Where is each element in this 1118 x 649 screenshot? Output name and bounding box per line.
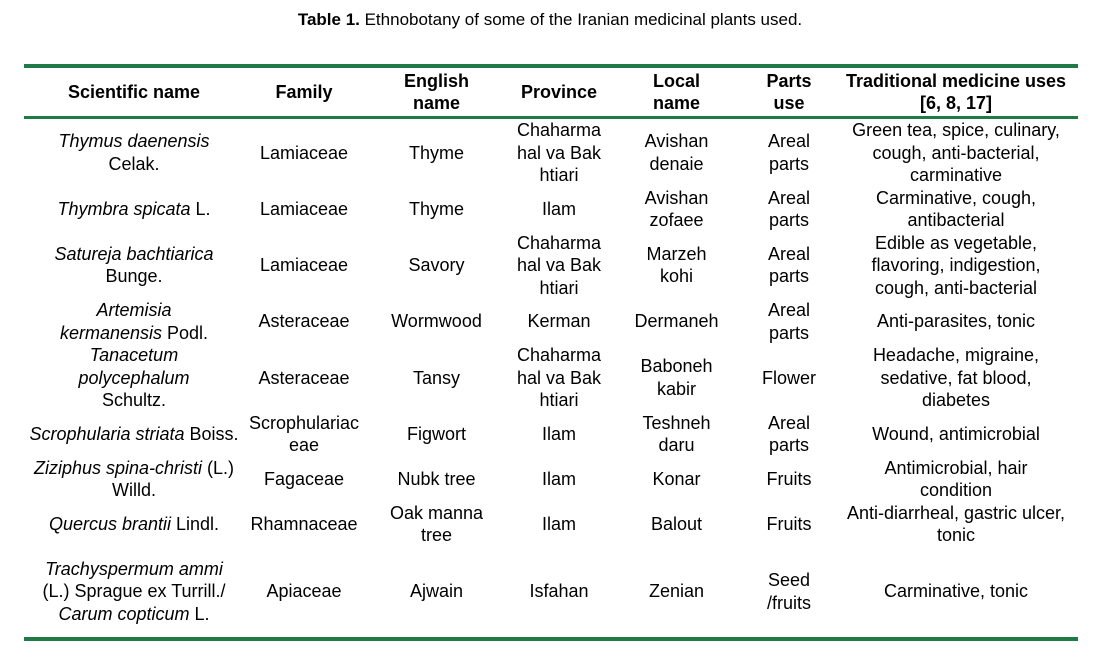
cell-parts-use: Seed /fruits	[766, 570, 811, 613]
cell-english-name: Thyme	[408, 198, 464, 219]
table-row	[24, 118, 1078, 187]
cell-province: Ilam	[541, 423, 576, 444]
cell-traditional-uses: Headache, migraine, sedative, fat blood, diabetes	[872, 345, 1040, 410]
cell-parts-use: Areal parts	[767, 243, 811, 287]
table-row	[24, 232, 1078, 300]
cell-english-name: Oak manna tree	[389, 502, 484, 545]
cell-province: Kerman	[527, 311, 591, 332]
table-row	[24, 187, 1078, 232]
cell-province: Chaharmahal va Bakhtiari	[516, 120, 602, 185]
table-row	[24, 457, 1078, 502]
cell-scientific-name: Trachyspermum ammi (L.) Sprague ex Turrill./ Carum copticum L.	[42, 558, 226, 624]
col-header-english-name: English name	[403, 71, 469, 113]
cell-local-name: Zenian	[648, 581, 705, 602]
cell-scientific-name: Thymus daenensis Celak.	[58, 131, 210, 174]
cell-local-name: Teshneh daru	[642, 412, 711, 455]
cell-parts-use: Areal parts	[767, 412, 811, 455]
cell-parts-use: Areal parts	[767, 187, 811, 230]
cell-traditional-uses: Edible as vegetable, flavoring, indigestion, cough, anti-bacterial	[871, 232, 1041, 298]
caption-text: Ethnobotany of some of the Iranian medicinal plants used.	[359, 10, 803, 29]
cell-family: Fagaceae	[263, 468, 345, 489]
col-header-province: Province	[520, 82, 598, 102]
cell-traditional-uses: Green tea, spice, culinary, cough, anti-bacterial, carminative	[852, 120, 1060, 185]
cell-province: Ilam	[541, 198, 576, 219]
table-row	[24, 502, 1078, 547]
cell-scientific-name: Quercus brantii Lindl.	[48, 513, 220, 534]
cell-province: Chaharmahal va Bakhtiari	[516, 232, 602, 298]
table-row	[24, 412, 1078, 457]
cell-english-name: Tansy	[412, 367, 461, 388]
caption-label: Table 1.	[297, 10, 360, 29]
cell-family: Lamiaceae	[259, 198, 349, 219]
cell-local-name: Konar	[652, 468, 701, 489]
col-header-scientific-name: Scientific name	[67, 82, 201, 102]
cell-traditional-uses: Carminative, cough, antibacterial	[875, 187, 1037, 230]
cell-traditional-uses: Carminative, tonic	[883, 581, 1029, 602]
cell-family: Lamiaceae	[259, 142, 349, 163]
col-header-parts-use: Parts use	[766, 71, 812, 113]
table-row	[24, 547, 1078, 639]
col-header-local-name: Local name	[652, 71, 701, 113]
cell-english-name: Figwort	[406, 423, 466, 444]
table-row	[24, 344, 1078, 412]
cell-family: Apiaceae	[266, 581, 342, 602]
col-header-family: Family	[275, 82, 333, 102]
cell-family: Scrophulariaceae	[248, 412, 360, 455]
cell-scientific-name: Tanacetum polycephalum Schultz.	[78, 345, 190, 410]
cell-scientific-name: Ziziphus spina-christi (L.) Willd.	[33, 457, 235, 500]
cell-local-name: Avishan denaie	[644, 131, 709, 174]
cell-parts-use: Areal parts	[767, 300, 811, 343]
cell-local-name: Baboneh kabir	[640, 356, 713, 399]
ethnobotany-table	[24, 64, 1078, 641]
cell-scientific-name: Thymbra spicata L.	[57, 198, 211, 219]
cell-traditional-uses: Antimicrobial, hair condition	[884, 457, 1028, 500]
cell-family: Rhamnaceae	[250, 513, 358, 534]
cell-local-name: Balout	[650, 513, 703, 534]
cell-scientific-name: Artemisia kermanensis Podl.	[59, 300, 209, 343]
cell-local-name: Avishan zofaee	[644, 187, 709, 230]
cell-province: Ilam	[541, 468, 576, 489]
cell-family: Asteraceae	[258, 367, 350, 388]
cell-province: Isfahan	[529, 581, 589, 602]
cell-scientific-name: Satureja bachtiarica Bunge.	[54, 243, 214, 287]
cell-parts-use: Flower	[761, 367, 816, 388]
cell-province: Ilam	[541, 513, 576, 534]
cell-family: Asteraceae	[258, 311, 350, 332]
cell-traditional-uses: Anti-diarrheal, gastric ulcer, tonic	[846, 502, 1066, 545]
table-row	[24, 299, 1078, 344]
cell-english-name: Wormwood	[391, 311, 482, 332]
cell-local-name: Marzeh kohi	[646, 243, 707, 287]
cell-english-name: Ajwain	[409, 581, 464, 602]
table-caption	[0, 10, 1100, 30]
cell-parts-use: Areal parts	[767, 131, 811, 174]
cell-english-name: Thyme	[408, 142, 464, 163]
cell-english-name: Nubk tree	[397, 468, 476, 489]
cell-parts-use: Fruits	[766, 513, 812, 534]
col-header-traditional-uses: Traditional medicine uses [6, 8, 17]	[845, 71, 1067, 113]
cell-province: Chaharmahal va Bakhtiari	[516, 345, 602, 410]
cell-parts-use: Fruits	[766, 468, 812, 489]
cell-scientific-name: Scrophularia striata Boiss.	[29, 423, 239, 444]
cell-local-name: Dermaneh	[634, 311, 719, 332]
cell-family: Lamiaceae	[259, 255, 349, 275]
cell-traditional-uses: Wound, antimicrobial	[872, 423, 1040, 444]
cell-english-name: Savory	[408, 255, 465, 275]
header-row	[24, 66, 1078, 118]
cell-traditional-uses: Anti-parasites, tonic	[876, 311, 1036, 332]
